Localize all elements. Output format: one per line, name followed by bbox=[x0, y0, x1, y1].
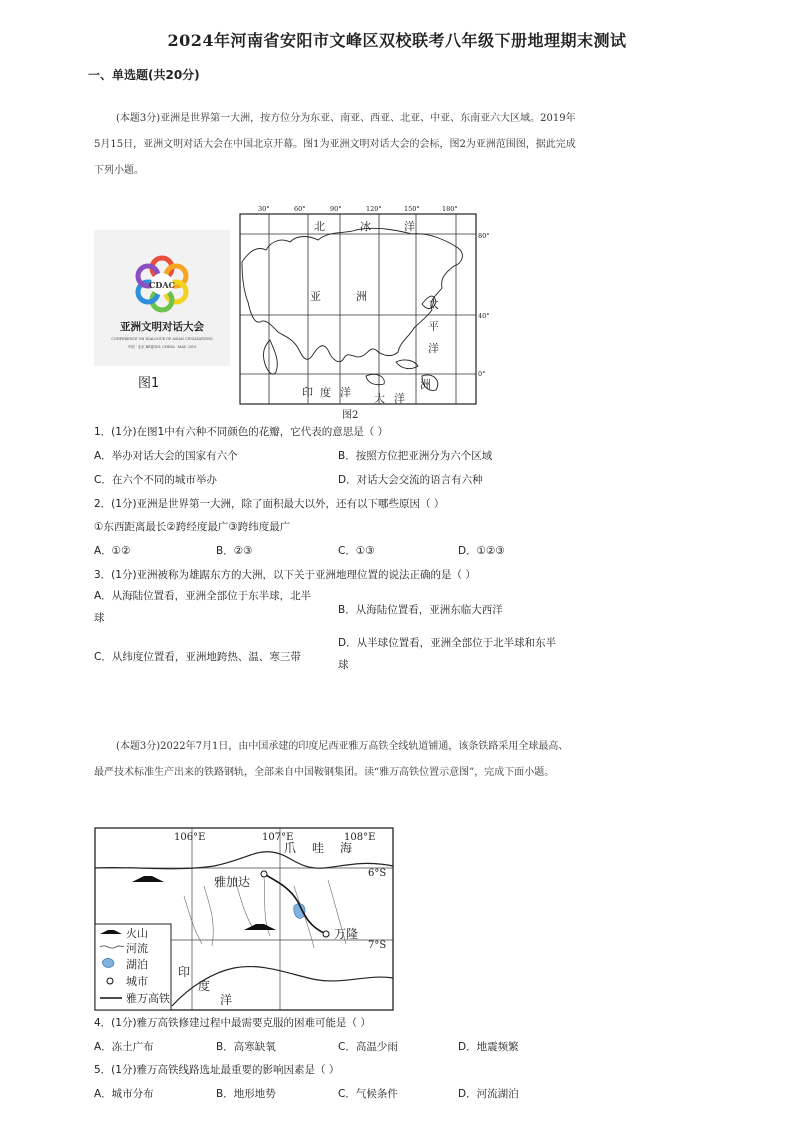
jakarta-city-marker bbox=[261, 871, 267, 877]
map-frame bbox=[240, 214, 476, 404]
q3-option-a[interactable] bbox=[94, 585, 311, 629]
legend-city-label: 城市 bbox=[126, 975, 148, 988]
legend-railway-label: 雅万高铁 bbox=[126, 992, 170, 1005]
logo-en: CONFERENCE ON DIALOGUE OF ASIAN CIVILIZATIONS bbox=[111, 337, 213, 341]
legend-volcano-label: 火山 bbox=[126, 927, 148, 940]
q3-option-d[interactable] bbox=[338, 632, 556, 676]
q5-option-a[interactable]: A．城市分布 bbox=[94, 1088, 154, 1100]
logo-acronym: CDAC bbox=[149, 280, 175, 290]
q5-option-b[interactable]: B．地形地势 bbox=[216, 1088, 276, 1100]
label-pacific-1: 太 bbox=[428, 298, 439, 311]
sea-label-1: 爪 bbox=[284, 841, 297, 855]
label-asia-1: 亚 bbox=[310, 290, 321, 303]
q1-option-c[interactable]: C．在六个不同的城市举办 bbox=[94, 474, 217, 486]
bandung-label: 万隆 bbox=[334, 927, 359, 941]
label-oceania-3: 洲 bbox=[420, 378, 431, 391]
q2-option-b[interactable]: B．②③ bbox=[216, 545, 253, 557]
figure-3-railway-map bbox=[94, 826, 396, 1012]
q4-option-a[interactable]: A．冻土广布 bbox=[94, 1041, 154, 1053]
q5-option-c[interactable]: C．气候条件 bbox=[338, 1088, 398, 1100]
q2-stem: 2．(1分)亚洲是世界第一大洲，除了面积最大以外，还有以下哪些原因（ ） bbox=[94, 498, 445, 510]
section-heading: 一、单选题(共20分) bbox=[88, 68, 200, 82]
jakarta-label: 雅加达 bbox=[214, 875, 251, 889]
label-asia-2: 洲 bbox=[356, 290, 367, 303]
q4-option-d[interactable]: D．地震频繁 bbox=[458, 1041, 519, 1053]
bandung-city-marker bbox=[323, 931, 329, 937]
label-north-2: 冰 bbox=[360, 220, 371, 233]
label-oceania-1: 大 bbox=[374, 392, 385, 405]
passage-1: (本题3分)亚洲是世界第一大洲，按方位分为东亚、南亚、西亚、北亚、中亚、东南亚六大区域。2019年5月15日，亚洲文明对话大会在中国北京开幕。图1为亚洲文明对话大会的会标，图2为亚洲范围图，据此完成下列小题。 bbox=[94, 113, 576, 176]
legend-lake-label: 湖泊 bbox=[126, 958, 148, 971]
lon-150: 150° bbox=[404, 205, 420, 213]
lat-40: 40° bbox=[478, 312, 490, 320]
q3-option-d-line1: D．从半球位置看，亚洲全部位于北半球和东半 bbox=[338, 637, 557, 649]
lon-107e: 107°E bbox=[262, 832, 294, 843]
ocean-label-1: 印 bbox=[178, 965, 191, 979]
q2-option-c[interactable]: C．①③ bbox=[338, 545, 375, 557]
q1-option-a[interactable]: A．举办对话大会的国家有六个 bbox=[94, 450, 238, 462]
logo-place: 中国 · 北京 BEIJING, CHINA · MAY, 2019 bbox=[127, 345, 197, 349]
figure-2-asia-map bbox=[236, 200, 498, 406]
lat-6s: 6°S bbox=[368, 868, 387, 879]
ocean-label-3: 洋 bbox=[220, 993, 233, 1007]
sea-label-3: 海 bbox=[340, 841, 353, 855]
label-north-1: 北 bbox=[314, 220, 325, 233]
label-oceania-2: 洋 bbox=[394, 392, 405, 405]
lon-120: 120° bbox=[366, 205, 382, 213]
cdac-logo-icon bbox=[94, 230, 230, 366]
q4-stem: 4．(1分)雅万高铁修建过程中最需要克服的困难可能是（ ） bbox=[94, 1017, 371, 1029]
q2-option-a[interactable]: A．①② bbox=[94, 545, 131, 557]
q3-stem: 3．(1分)亚洲被称为雄踞东方的大洲，以下关于亚洲地理位置的说法正确的是（ ） bbox=[94, 569, 476, 581]
passage-2: (本题3分)2022年7月1日，由中国承建的印度尼西亚雅万高铁全线轨道铺通，该条铁路采用全球最高、最严技术标准生产出来的铁路钢轨，全部来自中国鞍钢集团。读“雅万高铁位置示意图”，完成下面小题。 bbox=[94, 741, 569, 778]
figure-1-logo bbox=[94, 230, 230, 366]
label-indian-2: 度 bbox=[320, 386, 331, 399]
q3-option-a-line1: A．从海陆位置看，亚洲全部位于东半球，北半 bbox=[94, 590, 312, 602]
legend-city-icon bbox=[107, 978, 113, 984]
lon-90: 90° bbox=[330, 205, 342, 213]
q2-option-d[interactable]: D．①②③ bbox=[458, 545, 505, 557]
q4-option-b[interactable]: B．高寒缺氧 bbox=[216, 1041, 276, 1053]
figure-1-caption: 图1 bbox=[138, 376, 160, 391]
label-pacific-2: 平 bbox=[428, 320, 439, 333]
label-pacific-3: 洋 bbox=[428, 342, 439, 355]
lat-0: 0° bbox=[478, 370, 486, 378]
logo-cn: 亚洲文明对话大会 bbox=[120, 321, 204, 333]
lat-80: 80° bbox=[478, 232, 490, 240]
q5-option-d[interactable]: D．河流湖泊 bbox=[458, 1088, 519, 1100]
q5-stem: 5．(1分)雅万高铁线路选址最重要的影响因素是（ ） bbox=[94, 1064, 340, 1076]
lon-180: 180° bbox=[442, 205, 458, 213]
label-indian-3: 洋 bbox=[340, 386, 351, 399]
q1-stem: 1．(1分)在图1中有六种不同颜色的花瓣，它代表的意思是（ ） bbox=[94, 426, 389, 438]
q3-option-d-line2: 球 bbox=[338, 659, 349, 671]
figure-2-caption: 图2 bbox=[342, 410, 359, 421]
page-title: 2024年河南省安阳市文峰区双校联考八年级下册地理期末测试 bbox=[167, 31, 627, 50]
q4-option-c[interactable]: C．高温少雨 bbox=[338, 1041, 398, 1053]
map-legend bbox=[95, 924, 171, 1010]
lat-7s: 7°S bbox=[368, 940, 387, 951]
label-indian-1: 印 bbox=[302, 386, 313, 399]
lon-30: 30° bbox=[258, 205, 270, 213]
q1-option-b[interactable]: B．按照方位把亚洲分为六个区域 bbox=[338, 450, 493, 462]
q1-option-d[interactable]: D．对话大会交流的语言有六种 bbox=[338, 474, 483, 486]
q3-option-c[interactable]: C．从纬度位置看，亚洲地跨热、温、寒三带 bbox=[94, 651, 301, 663]
label-north-3: 洋 bbox=[404, 220, 415, 233]
lon-106e: 106°E bbox=[174, 832, 206, 843]
legend-river-label: 河流 bbox=[126, 942, 148, 955]
lon-108e: 108°E bbox=[344, 832, 376, 843]
lon-60: 60° bbox=[294, 205, 306, 213]
q3-option-b[interactable]: B．从海陆位置看，亚洲东临大西洋 bbox=[338, 604, 503, 616]
ocean-label-2: 度 bbox=[198, 979, 211, 993]
sea-label-2: 哇 bbox=[312, 841, 325, 855]
q3-option-a-line2: 球 bbox=[94, 612, 105, 624]
q2-statements: ①东西距离最长②跨经度最广③跨纬度最广 bbox=[94, 521, 291, 533]
